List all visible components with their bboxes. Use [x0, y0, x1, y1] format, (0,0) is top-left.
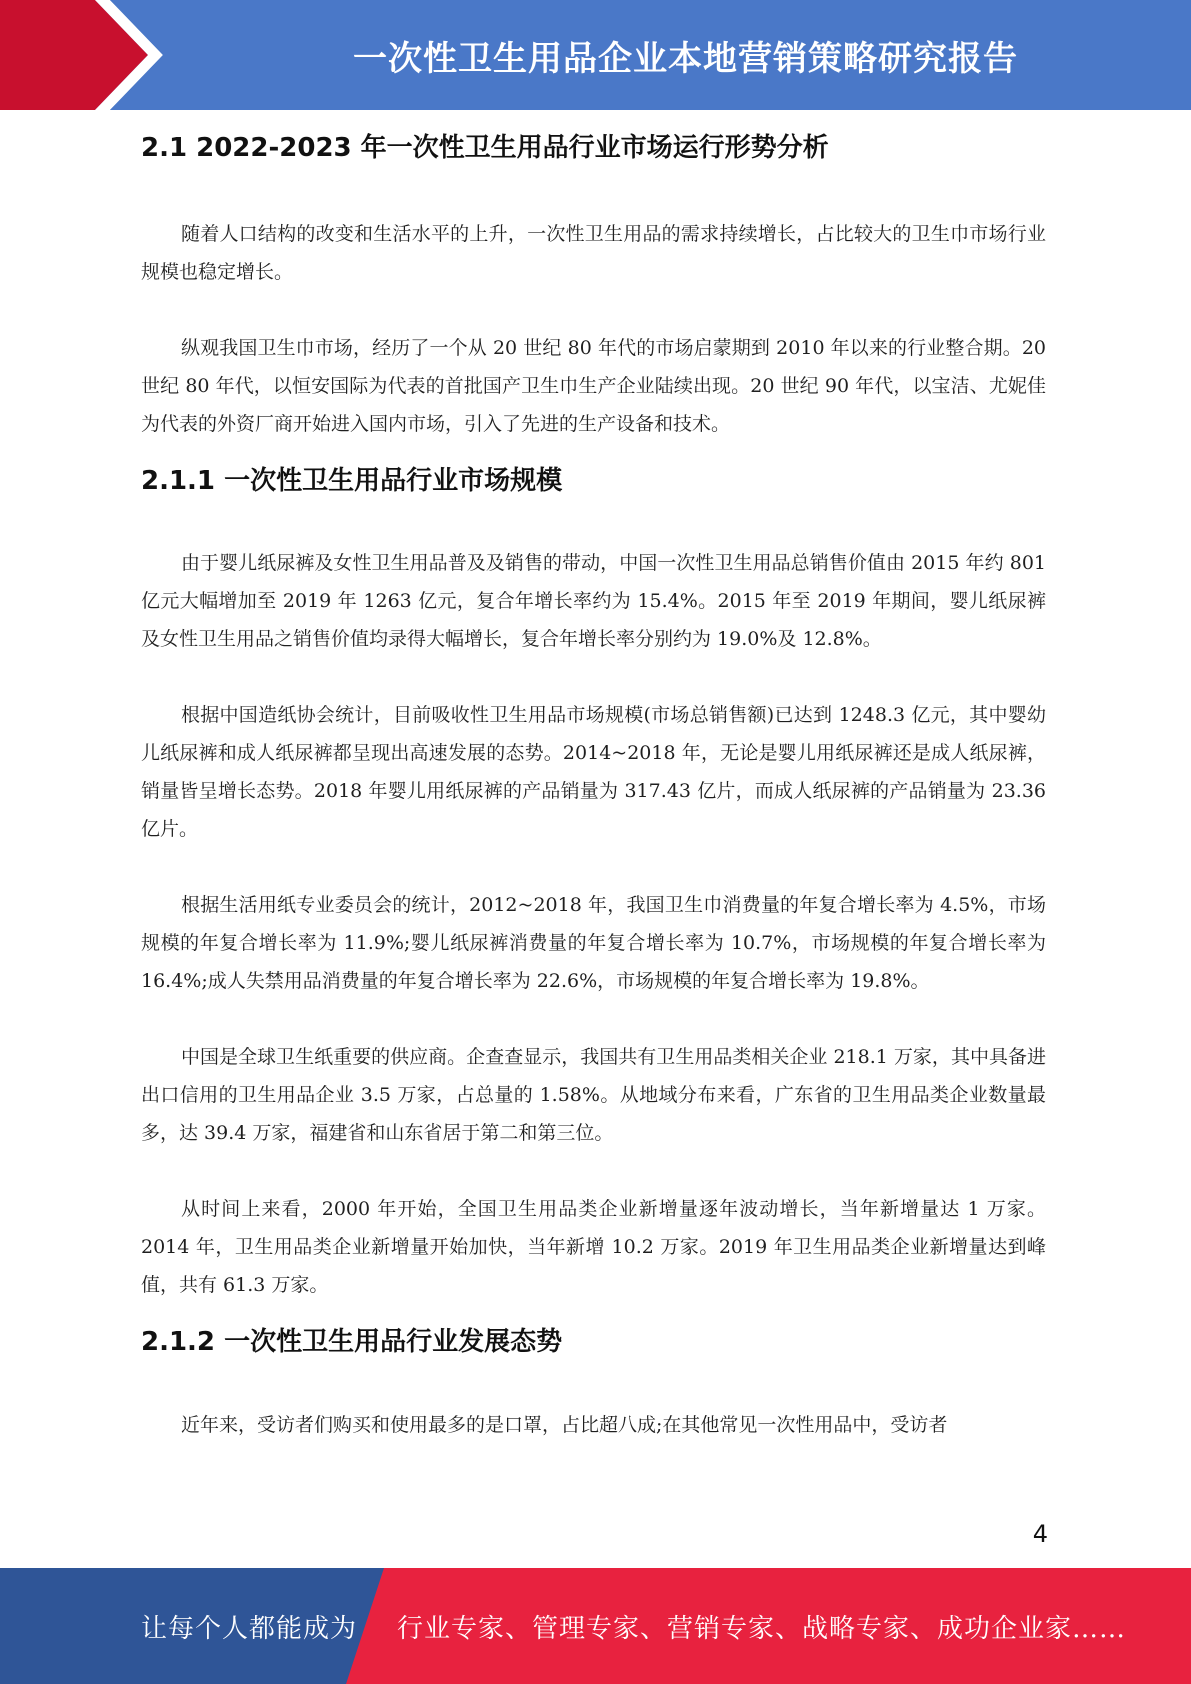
section-heading-2-1-1: 2.1.1 一次性卫生用品行业市场规模 [141, 466, 563, 497]
paragraph: 从时间上来看，2000 年开始，全国卫生用品类企业新增量逐年波动增长，当年新增量达 1 万家。2014 年，卫生用品类企业新增量开始加快，当年新增 10.2 万家。2019 年卫生用品类企业新增量达到峰值，共有 61.3 万家。 [141, 1198, 1046, 1297]
footer-slogan-left: 让每个人都能成为 [141, 1613, 358, 1644]
page-content [141, 110, 1046, 1444]
paragraph: 根据中国造纸协会统计，目前吸收性卫生用品市场规模(市场总销售额)已达到 1248.3 亿元，其中婴幼儿纸尿裤和成人纸尿裤都呈现出高速发展的态势。2014~2018 年，无论是婴儿用纸尿裤还是成人纸尿裤，销量皆呈增长态势。2018 年婴儿用纸尿裤的产品销量为 317.43 亿片，而成人纸尿裤的产品销量为 23.36 亿片。 [141, 704, 1046, 841]
paragraph: 中国是全球卫生纸重要的供应商。企查查显示，我国共有卫生用品类相关企业 218.1 万家，其中具备进出口信用的卫生用品企业 3.5 万家，占总量的 1.58%。从地域分布来看，广东省的卫生用品类企业数量最多，达 39.4 万家，福建省和山东省居于第二和第三位。 [141, 1046, 1046, 1145]
section-heading-2-1: 2.1 2022-2023 年一次性卫生用品行业市场运行形势分析 [141, 133, 829, 163]
footer-slogan-right: 行业专家、管理专家、营销专家、战略专家、成功企业家…… [397, 1613, 1127, 1644]
section-heading-2-1-2: 2.1.2 一次性卫生用品行业发展态势 [141, 1327, 563, 1358]
report-title: 一次性卫生用品企业本地营销策略研究报告 [353, 38, 1018, 79]
paragraph: 随着人口结构的改变和生活水平的上升，一次性卫生用品的需求持续增长，占比较大的卫生巾市场行业规模也稳定增长。 [141, 223, 1046, 284]
paragraph: 纵观我国卫生巾市场，经历了一个从 20 世纪 80 年代的市场启蒙期到 2010 年以来的行业整合期。20 世纪 80 年代，以恒安国际为代表的首批国产卫生巾生产企业陆续出现。20 世纪 90 年代，以宝洁、尤妮佳为代表的外资厂商开始进入国内市场，引入了先进的生产设备和技术。 [141, 337, 1046, 436]
paragraph: 根据生活用纸专业委员会的统计，2012~2018 年，我国卫生巾消费量的年复合增长率为 4.5%，市场规模的年复合增长率为 11.9%;婴儿纸尿裤消费量的年复合增长率为 10.7%，市场规模的年复合增长率为 16.4%;成人失禁用品消费量的年复合增长率为 22.6%，市场规模的年复合增长率为 19.8%。 [141, 894, 1046, 993]
footer-banner [0, 1568, 1191, 1684]
page-number: 4 [1032, 1520, 1048, 1548]
header-arrow-decoration [0, 0, 200, 110]
header-banner [0, 0, 1191, 110]
paragraph: 由于婴儿纸尿裤及女性卫生用品普及及销售的带动，中国一次性卫生用品总销售价值由 2015 年约 801 亿元大幅增加至 2019 年 1263 亿元，复合年增长率约为 15.4%。2015 年至 2019 年期间，婴儿纸尿裤及女性卫生用品之销售价值均录得大幅增长，复合年增长率分别约为 19.0%及 12.8%。 [141, 552, 1046, 651]
paragraph: 近年来，受访者们购买和使用最多的是口罩，占比超八成;在其他常见一次性用品中，受访者 [181, 1413, 948, 1436]
